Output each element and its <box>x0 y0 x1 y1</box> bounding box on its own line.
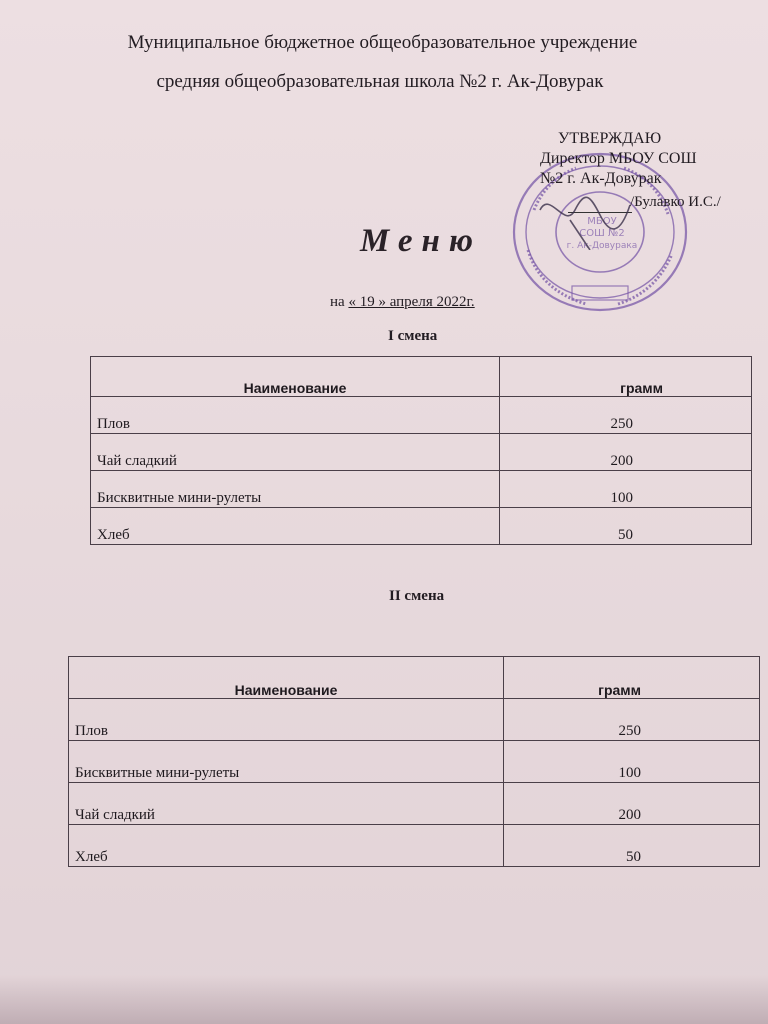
dish-gram: 100 <box>500 471 752 508</box>
dish-gram: 250 <box>504 699 760 741</box>
shift-1-label: I смена <box>388 328 438 344</box>
org-name-line1: Муниципальное бюджетное общеобразовательное учреждение <box>127 32 638 53</box>
column-header-name: Наименование <box>91 357 500 397</box>
page-title: Меню <box>360 223 482 259</box>
approval-position: Директор МБОУ СОШ <box>540 150 697 167</box>
stamp-text-3: г. Ак-Довурака <box>566 241 638 251</box>
dish-name: Бисквитные мини-рулеты <box>91 471 500 508</box>
shift-1-table <box>90 356 752 545</box>
date-value: « 19 » апреля 2022г. <box>348 294 475 310</box>
column-header-gram: грамм <box>500 357 752 397</box>
org-name-line2: средняя общеобразовательная школа №2 г. Ак-Довурак <box>156 71 604 92</box>
menu-date <box>330 294 475 311</box>
dish-name: Бисквитные мини-рулеты <box>69 741 504 783</box>
table-row <box>91 471 752 508</box>
dish-name: Плов <box>69 699 504 741</box>
dish-gram: 200 <box>504 783 760 825</box>
table-row <box>69 783 760 825</box>
table-row <box>69 699 760 741</box>
dish-name: Хлеб <box>91 508 500 545</box>
dish-gram: 200 <box>500 434 752 471</box>
table-row <box>91 397 752 434</box>
date-prefix: на <box>330 294 349 310</box>
table-row <box>91 434 752 471</box>
dish-name: Хлеб <box>69 825 504 867</box>
approval-school: №2 г. Ак-Довурак <box>540 170 662 187</box>
table-row <box>69 741 760 783</box>
stamp-text-1: МБОУ <box>587 216 617 227</box>
column-header-gram: грамм <box>504 657 760 699</box>
dish-gram: 100 <box>504 741 760 783</box>
dish-name: Чай сладкий <box>91 434 500 471</box>
shift-2-table <box>68 656 760 867</box>
table-header-row <box>69 657 760 699</box>
stamp-text-2: СОШ №2 <box>579 228 625 239</box>
dish-gram: 50 <box>500 508 752 545</box>
column-header-name: Наименование <box>69 657 504 699</box>
dish-name: Плов <box>91 397 500 434</box>
table-row <box>69 825 760 867</box>
dish-gram: 50 <box>504 825 760 867</box>
dish-name: Чай сладкий <box>69 783 504 825</box>
table-header-row <box>91 357 752 397</box>
table-row <box>91 508 752 545</box>
shift-2-label: II смена <box>389 588 445 604</box>
approval-title: УТВЕРЖДАЮ <box>558 130 662 147</box>
dish-gram: 250 <box>500 397 752 434</box>
page-shadow <box>0 975 768 1024</box>
approval-director-name: /Булавко И.С./ <box>630 194 721 210</box>
